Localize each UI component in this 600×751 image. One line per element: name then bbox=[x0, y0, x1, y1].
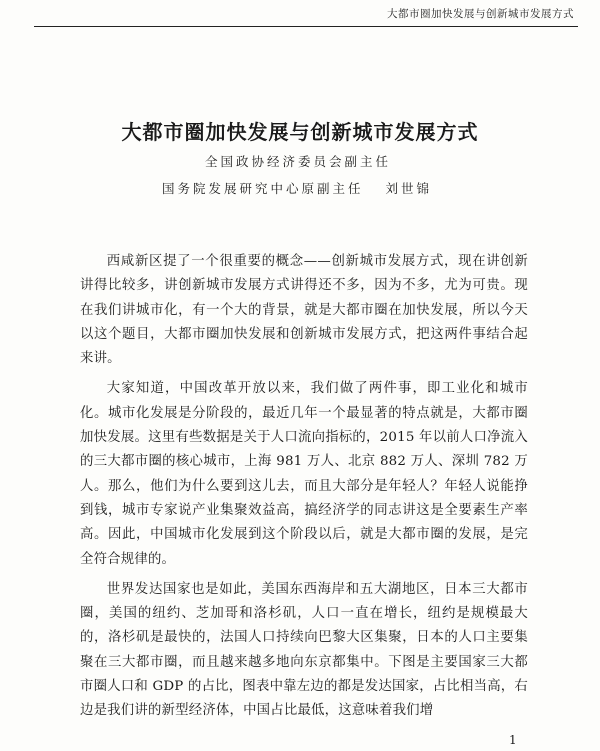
author-position-1-text: 全国政协经济委员会副主任 bbox=[205, 154, 392, 169]
paragraph: 西咸新区提了一个很重要的概念——创新城市发展方式，现在讲创新讲得比较多，讲创新城市发展方式讲得还不多，因为不多，尤为可贵。现在我们讲城市化，有一个大的背景，就是大都市圈在加快发展，所以今天以这个题目，大都市圈加快发展和创新城市发展方式，把这两件事结合起来讲。 bbox=[80, 254, 528, 367]
article-title: 大都市圈加快发展与创新城市发展方式 bbox=[121, 120, 479, 144]
page-number: 1 bbox=[509, 733, 517, 747]
author-position-2-text: 国务院发展研究中心原副主任 bbox=[162, 181, 364, 196]
author-name: 刘世锦 bbox=[385, 181, 433, 196]
paragraph: 世界发达国家也是如此，美国东西海岸和五大湖地区，日本三大都市圈，美国的纽约、芝加哥和洛杉矶，人口一直在增长，纽约是规模最大的，洛杉矶是最快的，法国人口持续向巴黎大区集聚，日本的人口主要集聚在三大都市圈，而且越来越多地向东京都集中。下图是主要国家三大都市圈人口和 GDP 的占比，图表中靠左边的都是发达国家，占比相当高，右边是我们讲的新型经济体，中国占比最低，这意味着我们增 bbox=[80, 581, 528, 719]
paragraph: 大家知道，中国改革开放以来，我们做了两件事，即工业化和城市化。城市化发展是分阶段的，最近几年一个最显著的特点就是，大都市圈加快发展。这里有些数据是关于人口流向指标的，2015 年以前人口净流入的三大都市圈的核心城市，上海 981 万人、北京 882 万人、深圳 782 万人。那么，他们为什么要到这儿去，而且大部分是年轻人？年轻人说能挣到钱，城市专家说产业集聚效益高，搞经济学的同志讲这是全要素生产率高。因此，中国城市化发展到这个阶段以后，就是大都市圈的发展，是完全符合规律的。 bbox=[80, 381, 528, 567]
running-head: 大都市圈加快发展与创新城市发展方式 bbox=[387, 8, 574, 20]
author-position-2 bbox=[162, 179, 432, 197]
article-body bbox=[80, 250, 528, 724]
header-rule bbox=[34, 26, 578, 27]
author-position-1 bbox=[205, 152, 391, 170]
